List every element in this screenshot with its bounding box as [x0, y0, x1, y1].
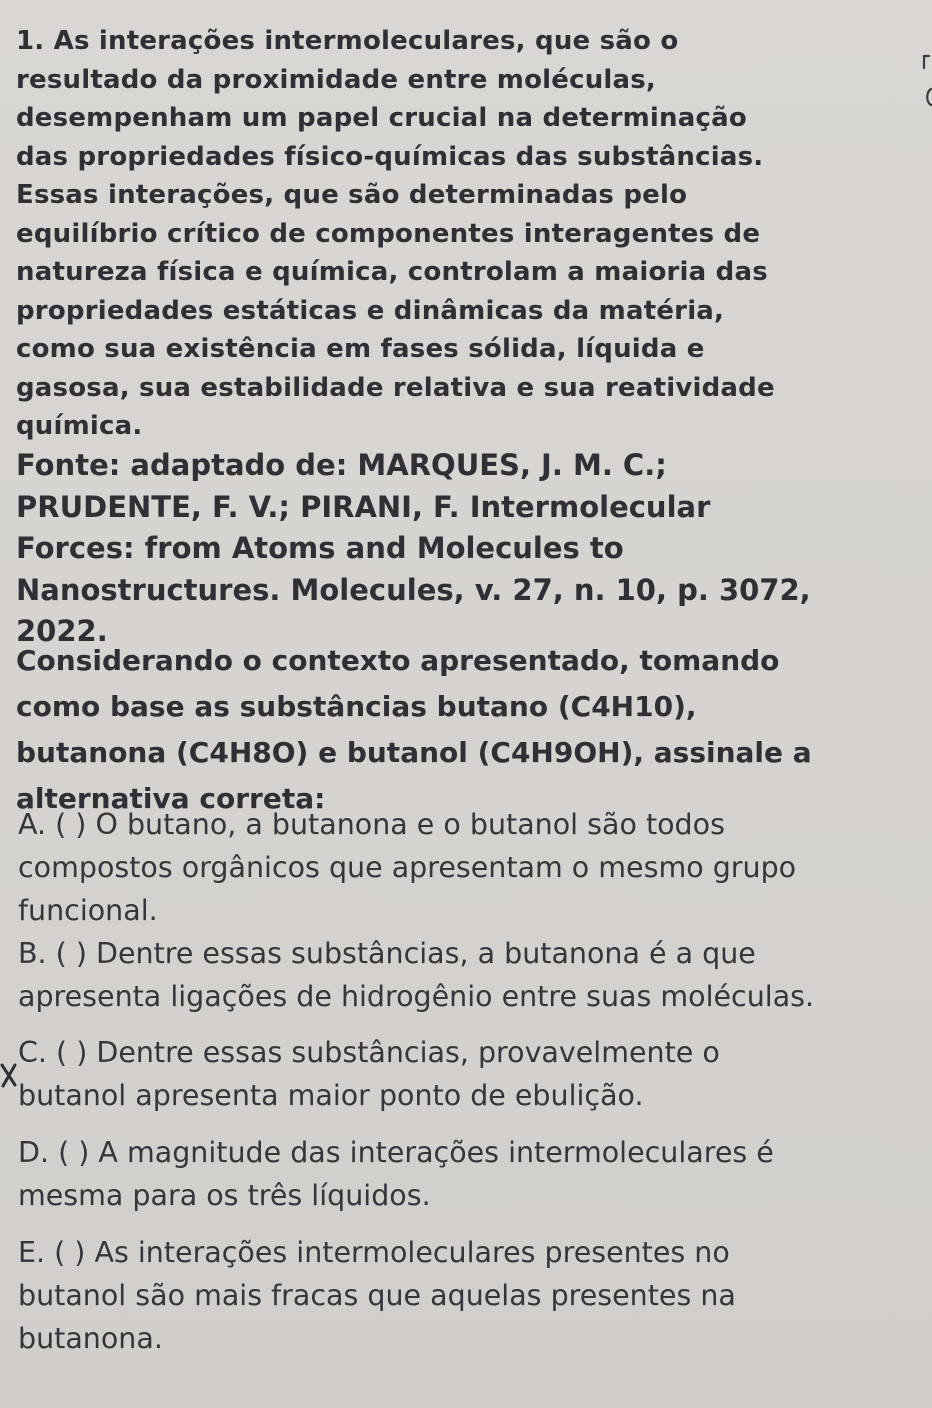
question-intro: [16, 22, 922, 446]
prompt-line: Considerando o contexto apresentado, tomando: [16, 644, 780, 677]
intro-line: 1. As interações intermoleculares, que são o: [16, 26, 679, 56]
option-d-line: D. ( ) A magnitude das interações intermoleculares é: [18, 1136, 774, 1169]
option-e[interactable]: [18, 1231, 922, 1360]
prompt-line: butanona (C4H8O) e butanol (C4H9OH), assinale a: [16, 736, 812, 769]
option-c-line: butanol apresenta maior ponto de ebulição.: [18, 1079, 644, 1112]
answer-options: [18, 803, 922, 1360]
source-line: Fonte: adaptado de: MARQUES, J. M. C.;: [16, 448, 667, 482]
option-a-line: compostos orgânicos que apresentam o mesmo grupo: [18, 851, 797, 884]
option-e-line: butanol são mais fracas que aquelas presentes na: [18, 1279, 736, 1312]
intro-line: desempenham um papel crucial na determinação: [16, 103, 747, 133]
question-prompt: [16, 638, 922, 822]
intro-line: equilíbrio crítico de componentes interagentes de: [16, 218, 761, 249]
option-b[interactable]: [18, 932, 922, 1018]
intro-line: natureza física e química, controlam a maioria das: [16, 257, 768, 287]
intro-line: como sua existência em fases sólida, líquida e: [16, 334, 705, 364]
option-d[interactable]: [18, 1131, 922, 1217]
prompt-line: como base as substâncias butano (C4H10),: [16, 690, 697, 723]
option-e-line: E. ( ) As interações intermoleculares presentes no: [18, 1236, 730, 1269]
option-e-line: butanona.: [18, 1322, 163, 1355]
source-citation: [16, 445, 922, 653]
source-line: Forces: from Atoms and Molecules to: [16, 531, 624, 565]
handwritten-check-mark-icon: [0, 1062, 18, 1088]
option-a-line: A. ( ) O butano, a butanona e o butanol são todos: [18, 808, 725, 841]
edge-mark-icon: [924, 86, 932, 108]
option-b-line: apresenta ligações de hidrogênio entre suas moléculas.: [18, 980, 815, 1013]
option-c[interactable]: [18, 1031, 922, 1117]
intro-line: resultado da proximidade entre moléculas,: [16, 64, 657, 95]
intro-line: gasosa, sua estabilidade relativa e sua reatividade: [16, 372, 775, 403]
option-c-line: C. ( ) Dentre essas substâncias, provavelmente o: [18, 1036, 720, 1069]
intro-line: propriedades estáticas e dinâmicas da matéria,: [16, 295, 725, 326]
option-b-line: B. ( ) Dentre essas substâncias, a butanona é a que: [18, 937, 756, 970]
source-line: PRUDENTE, F. V.; PIRANI, F. Intermolecular: [16, 489, 711, 524]
edge-mark-icon: [922, 54, 930, 70]
prompt-line: alternativa correta:: [16, 782, 326, 815]
source-line: Nanostructures. Molecules, v. 27, n. 10, p. 3072,: [16, 572, 811, 607]
intro-line: química.: [16, 411, 143, 441]
intro-line: Essas interações, que são determinadas pelo: [16, 180, 688, 210]
intro-line: das propriedades físico-químicas das substâncias.: [16, 141, 764, 172]
option-a[interactable]: [18, 803, 922, 932]
option-d-line: mesma para os três líquidos.: [18, 1179, 431, 1212]
option-a-line: funcional.: [18, 894, 158, 927]
source-line: 2022.: [16, 614, 108, 648]
